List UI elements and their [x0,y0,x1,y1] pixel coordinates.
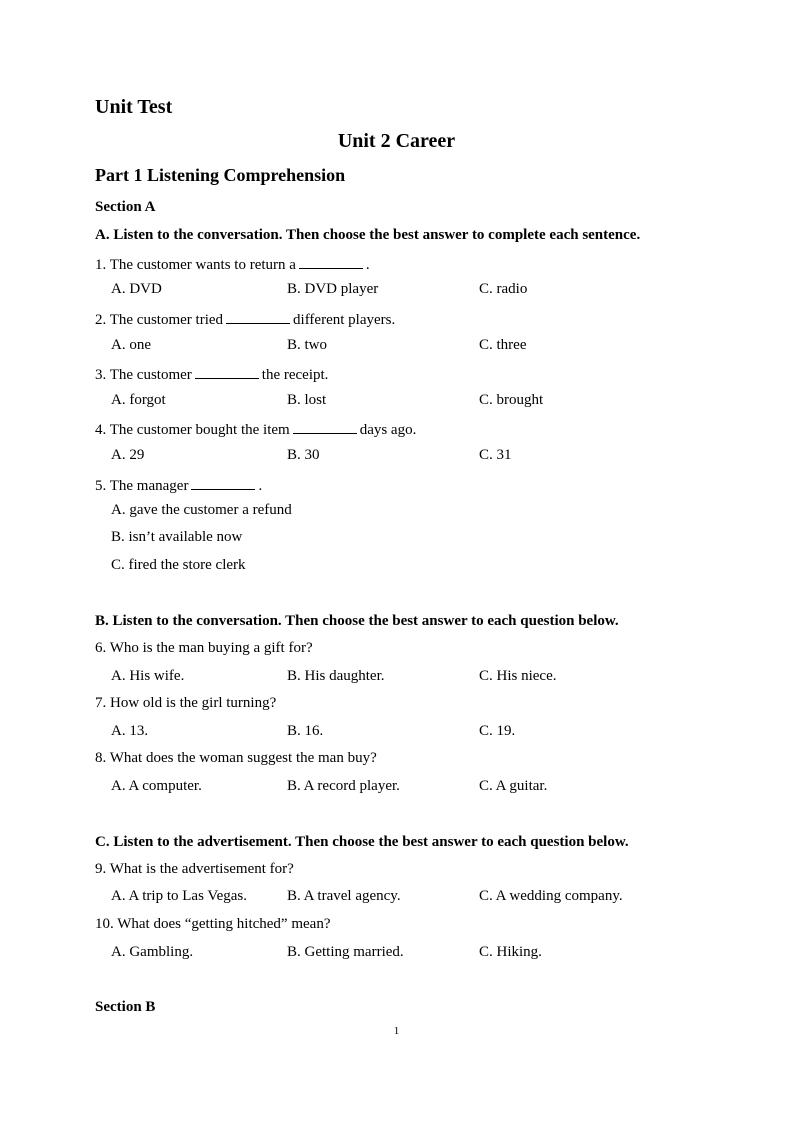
q4-option-b: B. 30 [287,447,320,463]
q7-option-c: C. 19. [479,723,516,739]
q2-option-a: A. one [111,337,151,353]
question-2-text-before: 2. The customer tried [95,312,224,328]
q4-option-a: A. 29 [111,447,145,463]
question-5-text-after: . [258,478,263,494]
q8-option-a: A. A computer. [111,778,202,794]
question-3 [95,364,328,384]
q9-option-b: B. A travel agency. [287,888,401,904]
page-number: 1 [393,1025,400,1037]
question-5 [95,475,262,495]
question-10: 10. What does “getting hitched” mean? [95,916,331,932]
q10-option-c: C. Hiking. [479,944,542,960]
q5-option-c: C. fired the store clerk [111,557,246,573]
question-1 [95,254,370,274]
q7-option-b: B. 16. [287,723,324,739]
q9-option-c: C. A wedding company. [479,888,623,904]
q6-option-b: B. His daughter. [287,668,385,684]
question-1-text-before: 1. The customer wants to return a [95,257,296,273]
q3-option-a: A. forgot [111,392,166,408]
q10-option-a: A. Gambling. [111,944,194,960]
question-1-text-after: . [365,257,370,273]
answer-blank [226,309,290,324]
q1-option-a: A. DVD [111,281,162,297]
question-6: 6. Who is the man buying a gift for? [95,640,313,656]
section-a-label: Section A [95,199,156,215]
answer-blank [293,419,357,434]
q2-option-c: C. three [479,337,527,353]
answer-blank [299,254,363,269]
q5-option-b: B. isn’t available now [111,529,243,545]
q2-option-b: B. two [287,337,328,353]
q6-option-a: A. His wife. [111,668,185,684]
question-2 [95,309,395,329]
q4-option-c: C. 31 [479,447,512,463]
part-a-instruction: A. Listen to the conversation. Then choose the best answer to complete each sentence. [95,227,641,243]
q9-option-a: A. A trip to Las Vegas. [111,888,247,904]
question-8: 8. What does the woman suggest the man buy? [95,750,377,766]
question-4 [95,419,416,439]
part-title: Part 1 Listening Comprehension [95,165,346,185]
question-3-text-before: 3. The customer [95,367,192,383]
question-4-text-after: days ago. [359,422,417,438]
question-3-text-after: the receipt. [261,367,329,383]
q8-option-c: C. A guitar. [479,778,548,794]
answer-blank [195,364,259,379]
unit-title: Unit 2 Career [337,130,456,152]
question-4-text-before: 4. The customer bought the item [95,422,290,438]
q10-option-b: B. Getting married. [287,944,404,960]
question-7: 7. How old is the girl turning? [95,695,277,711]
q1-option-c: C. radio [479,281,528,297]
q7-option-a: A. 13. [111,723,149,739]
part-b-instruction: B. Listen to the conversation. Then choose the best answer to each question below. [95,613,619,629]
part-c-instruction: C. Listen to the advertisement. Then choose the best answer to each question below. [95,834,629,850]
unit-test-heading: Unit Test [95,96,173,118]
question-9: 9. What is the advertisement for? [95,861,294,877]
q5-option-a: A. gave the customer a refund [111,502,292,518]
q6-option-c: C. His niece. [479,668,557,684]
question-5-text-before: 5. The manager [95,478,189,494]
answer-blank [191,475,255,490]
question-2-text-after: different players. [293,312,396,328]
q3-option-b: B. lost [287,392,327,408]
section-b-label: Section B [95,999,156,1015]
q1-option-b: B. DVD player [287,281,379,297]
q8-option-b: B. A record player. [287,778,400,794]
q3-option-c: C. brought [479,392,544,408]
